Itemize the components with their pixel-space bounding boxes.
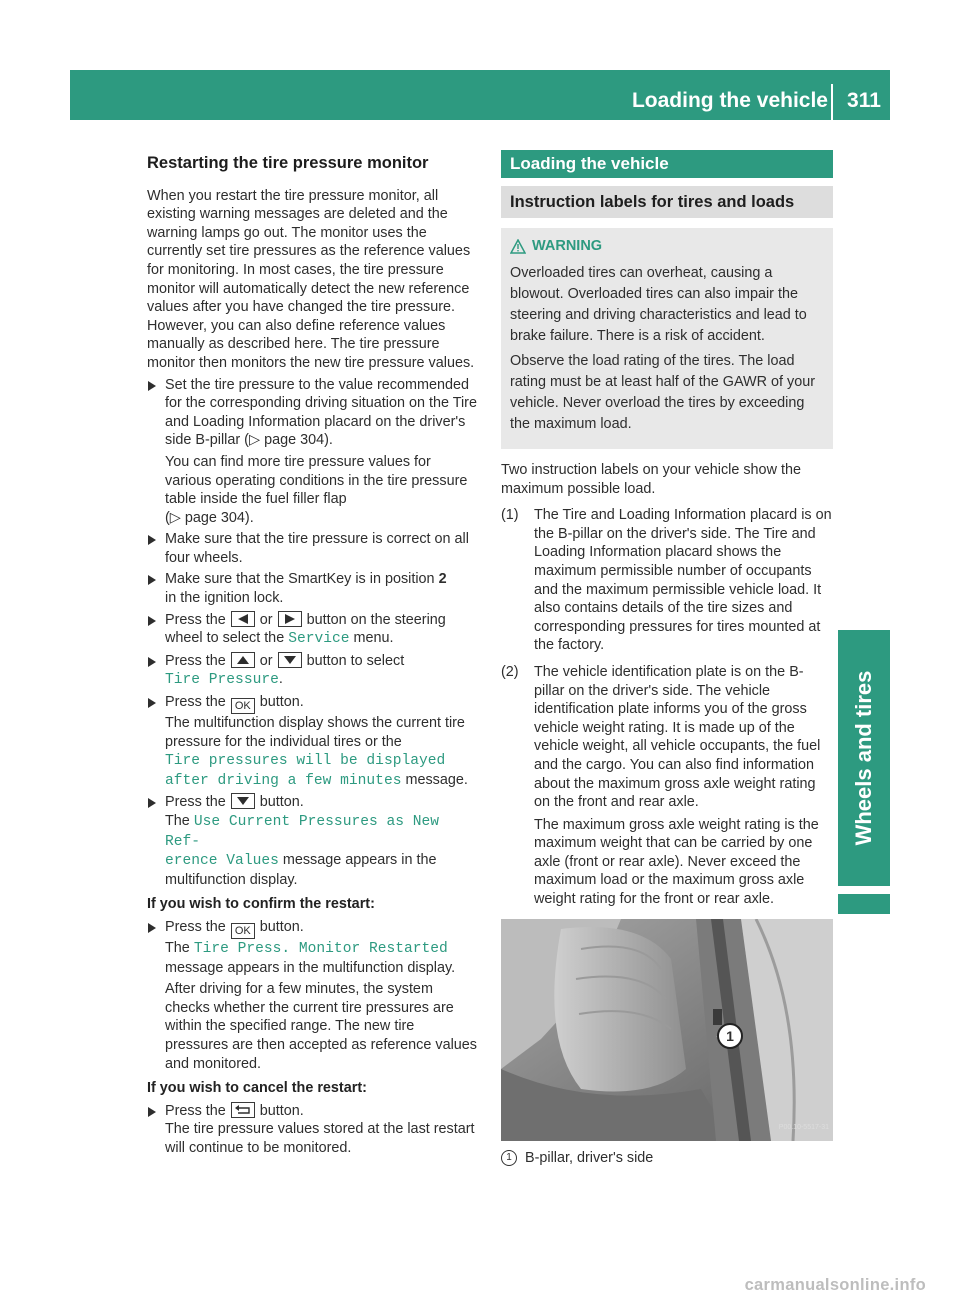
step-select-service: Press the or button on the steering wheel to select the Service menu.	[147, 611, 481, 649]
b-pillar-photo	[501, 919, 833, 1141]
list-item-id-plate: (2) The vehicle identification plate is on the B-pillar on the driver's side. The vehicle identification plate informs you of the gross vehicle weight rating. It is made up of the vehicle weight, all vehicle occupants, the fuel and the cargo. You can also find information about the maximum gross axle weight rating on the front and rear axle. The maximum gross axle weight rating is the maximum weight that can be carried by one axle (front or rear axle). Never exceed the maximum load or the maximum gross axle weight rating for the front or rear axle.	[501, 663, 821, 908]
step-press-down: Press the button. The Use Current Pressures as New Ref‐ erence Values message appears in the multifunction display.	[147, 793, 481, 889]
figure-code: P00.10-5517-31	[778, 1124, 829, 1132]
left-button-icon	[231, 611, 255, 627]
side-chapter-label: Wheels and tires	[851, 670, 876, 846]
caption-number: 1	[501, 1150, 517, 1166]
warning-box	[501, 228, 833, 449]
step-press-ok: Press the OK button. The multifunction display shows the current tire pressure for the individual tires or the Tire pressures will be displayed after driving a few minutes message.	[147, 693, 481, 790]
page-ref-icon: ▷	[169, 509, 181, 526]
b-pillar-illustration	[501, 919, 833, 1141]
watermark: carmanualsonline.info	[744, 1276, 926, 1294]
intro-paragraph: When you restart the tire pressure monitor, all existing warning messages are deleted and the warning lamps go out. The monitor uses the currently set tire pressures as the reference values for monitoring. In most cases, the tire pressure monitor will automatically detect the new reference values after you have changed the tire pressure. However, you can also define reference values manually as described here. The tire pressure monitor then monitors the new tire pressure values.	[147, 187, 475, 371]
page-number: 311	[847, 89, 881, 112]
step-arrow-icon	[148, 698, 156, 708]
page-ref-link[interactable]: page 304).	[184, 509, 254, 526]
side-chapter-marker	[838, 894, 890, 914]
header-separator	[831, 84, 833, 120]
step-arrow-icon	[148, 535, 156, 545]
step-arrow-icon	[148, 616, 156, 626]
confirm-note: After driving for a few minutes, the system checks whether the current tire pressures are within the specified range. The new tire pressures are then accepted as reference values and monitored.	[165, 981, 477, 1072]
subsection-banner: Instruction labels for tires and loads	[501, 186, 833, 218]
up-button-icon	[231, 652, 255, 668]
step-set-pressure-note: You can find more tire pressure values for various operating conditions in the tire pressure table inside the fuel filler flap (▷ page 304).	[165, 453, 468, 526]
step-select-tire-pressure: Press the or button to select Tire Pressure.	[147, 652, 481, 690]
back-button-icon	[231, 1102, 255, 1118]
step-check-wheels: Make sure that the tire pressure is correct on all four wheels.	[147, 530, 481, 567]
right-button-icon	[278, 611, 302, 627]
section-banner: Loading the vehicle	[501, 150, 833, 178]
step-arrow-icon	[148, 798, 156, 808]
figure-caption: 1 B-pillar, driver's side	[501, 1149, 833, 1168]
step-arrow-icon	[148, 381, 156, 391]
ok-button-icon: OK	[231, 698, 255, 714]
page-ref-link[interactable]: page 304).	[264, 432, 333, 449]
section-heading-restart: Restarting the tire pressure monitor	[147, 154, 429, 172]
step-set-pressure: Set the tire pressure to the value recommended for the corresponding driving situation on the Tire and Loading Information placard on the driver's side B-pillar (▷ page 304).	[147, 376, 481, 450]
step-arrow-icon	[148, 1107, 156, 1117]
down-button-icon	[231, 793, 255, 809]
step-arrow-icon	[148, 575, 156, 585]
step-confirm: Press the OK button. The Tire Press. Monitor Restarted message appears in the multifunction display.	[147, 918, 481, 977]
list-item-placard: (1) The Tire and Loading Information placard is on the B-pillar on the driver's side. The Tire and Loading Information placard shows the maximum permissible number of occupants and the maximum permissible vehicle load. It also contains details of the tire sizes and corresponding pressures for tires mounted at the factory.	[501, 507, 832, 654]
warning-title: WARNING	[510, 236, 824, 257]
warning-text-2: Observe the load rating of the tires. The load rating must be at least half of the GAWR of your vehicle. Never overload the tires by exceeding the maximum load.	[510, 353, 816, 432]
confirm-heading: If you wish to confirm the restart:	[147, 896, 375, 913]
header-title-text: Loading the vehicle	[631, 89, 828, 112]
display-message-use-current: Use Current Pressures as New Ref‐	[165, 814, 440, 850]
step-cancel: Press the button. The tire pressure values stored at the last restart will continue to be monitored.	[147, 1102, 481, 1158]
down-button-icon	[278, 652, 302, 668]
ok-button-icon: OK	[231, 923, 255, 939]
callout-marker: 1	[717, 1023, 743, 1049]
page-ref-icon: ▷	[248, 432, 261, 449]
step-smartkey: Make sure that the SmartKey is in position 2 in the ignition lock.	[147, 570, 481, 607]
display-message-2: after driving a few minutes	[165, 772, 402, 789]
left-column	[147, 150, 481, 1161]
step-arrow-icon	[148, 657, 156, 667]
cancel-heading: If you wish to cancel the restart:	[147, 1080, 367, 1097]
display-message-use-current-cont: erence Values	[165, 853, 279, 870]
warning-triangle-icon	[510, 239, 526, 254]
display-message-restarted: Tire Press. Monitor Restarted	[193, 940, 448, 957]
menu-item-tire-pressure: Tire Pressure	[165, 672, 279, 689]
warning-text-1: Overloaded tires can overheat, causing a blowout. Overloaded tires can also impair the steering and driving characteristics and lead to brake failure. There is a risk of accident.	[510, 265, 807, 344]
right-column	[501, 150, 833, 1167]
menu-name-service: Service	[288, 631, 350, 648]
labels-intro: Two instruction labels on your vehicle show the maximum possible load.	[501, 462, 801, 497]
step-arrow-icon	[148, 923, 156, 933]
display-message-1: Tire pressures will be displayed	[165, 753, 446, 770]
